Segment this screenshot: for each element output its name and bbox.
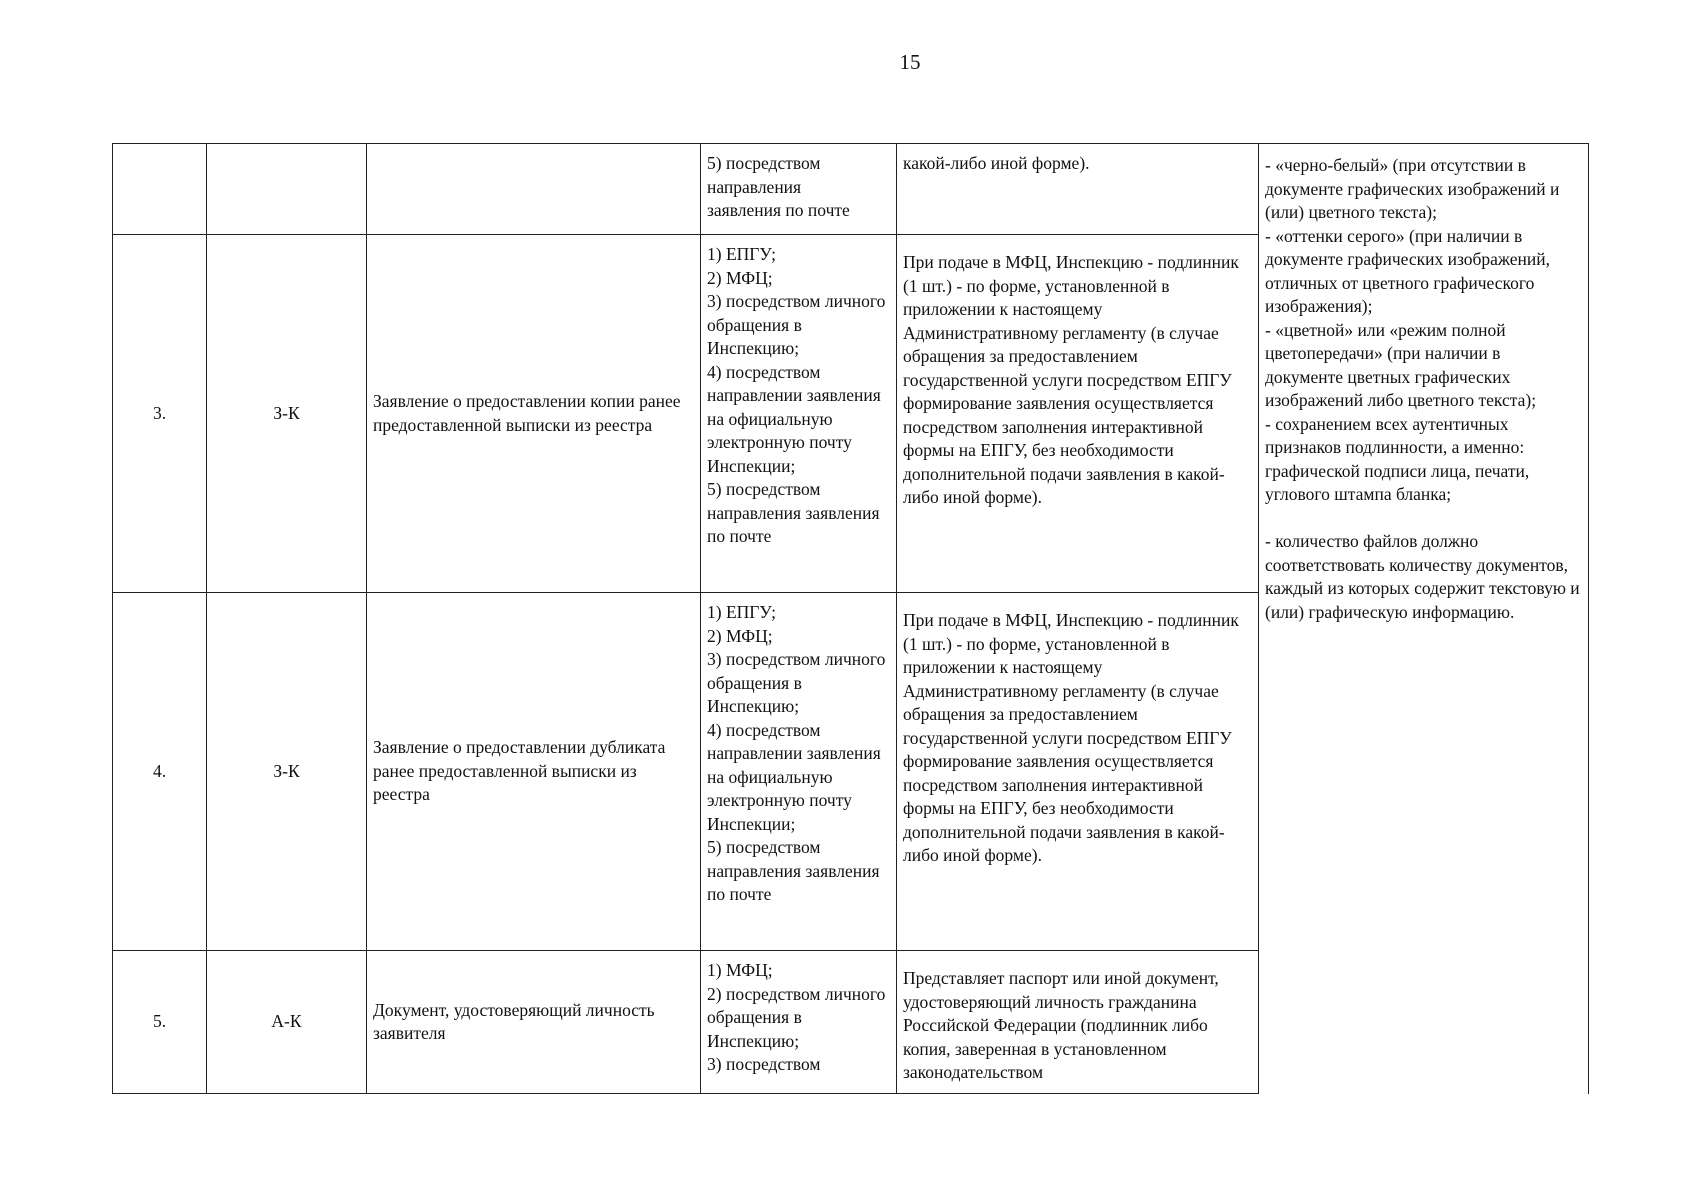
document-requirements: При подаче в МФЦ, Инспекцию - подлинник (1 шт.) - по форме, установленной в приложении к настоящему Административному регламенту (в случае обращения за предоставлением государственной услуги посредством ЕПГУ формирование заявления осуществляется посредством заполнения интерактивной формы на ЕПГУ, без необходимости дополнительной подачи заявления в какой-либо иной форме). xyxy=(897,593,1259,951)
document-code: З-К xyxy=(207,593,367,951)
document-name: Заявление о предоставлении дубликата ранее предоставленной выписки из реестра xyxy=(367,593,701,951)
document-code: З-К xyxy=(207,235,367,593)
submission-methods: 1) МФЦ; 2) посредством личного обращения в Инспекцию; 3) посредством xyxy=(701,951,897,1094)
document-name: Заявление о предоставлении копии ранее предоставленной выписки из реестра xyxy=(367,235,701,593)
document-requirements: какой-либо иной форме). xyxy=(897,144,1259,235)
table-row xyxy=(113,144,1589,235)
row-number xyxy=(113,144,207,235)
row-number: 3. xyxy=(113,235,207,593)
page-number: 15 xyxy=(899,50,921,74)
document-name xyxy=(367,144,701,235)
document-code xyxy=(207,144,367,235)
document-requirements: Представляет паспорт или иной документ, удостоверяющий личность гражданина Российской Федерации (подлинник либо копия, заверенная в установленном законодательством xyxy=(897,951,1259,1094)
row-number: 5. xyxy=(113,951,207,1094)
document-code: А-К xyxy=(207,951,367,1094)
submission-methods: 1) ЕПГУ; 2) МФЦ; 3) посредством личного обращения в Инспекцию; 4) посредством направлении заявления на официальную электронную почту Инспекции; 5) посредством направления заявления по почте xyxy=(701,235,897,593)
submission-methods: 1) ЕПГУ; 2) МФЦ; 3) посредством личного обращения в Инспекцию; 4) посредством направлении заявления на официальную электронную почту Инспекции; 5) посредством направления заявления по почте xyxy=(701,593,897,951)
submission-methods: 5) посредством направления заявления по почте xyxy=(701,144,897,235)
document-requirements: При подаче в МФЦ, Инспекцию - подлинник (1 шт.) - по форме, установленной в приложении к настоящему Административному регламенту (в случае обращения за предоставлением государственной услуги посредством ЕПГУ формирование заявления осуществляется посредством заполнения интерактивной формы на ЕПГУ, без необходимости дополнительной подачи заявления в какой-либо иной форме). xyxy=(897,235,1259,593)
row-number: 4. xyxy=(113,593,207,951)
documents-table xyxy=(112,143,1589,1094)
technical-requirements: - «черно-белый» (при отсутствии в документе графических изображений и (или) цветного текста); - «оттенки серого» (при наличии в документе графических изображений, отличных от цветного графического изображения); - «цветной» или «режим полной цветопередачи» (при наличии в документе цветных графических изображений либо цветного текста); - сохранением всех аутентичных признаков подлинности, а именно: графической подписи лица, печати, углового штампа бланка; - количество файлов должно соответствовать количеству документов, каждый из которых содержит текстовую и (или) графическую информацию. xyxy=(1259,144,1589,1094)
document-name: Документ, удостоверяющий личность заявителя xyxy=(367,951,701,1094)
